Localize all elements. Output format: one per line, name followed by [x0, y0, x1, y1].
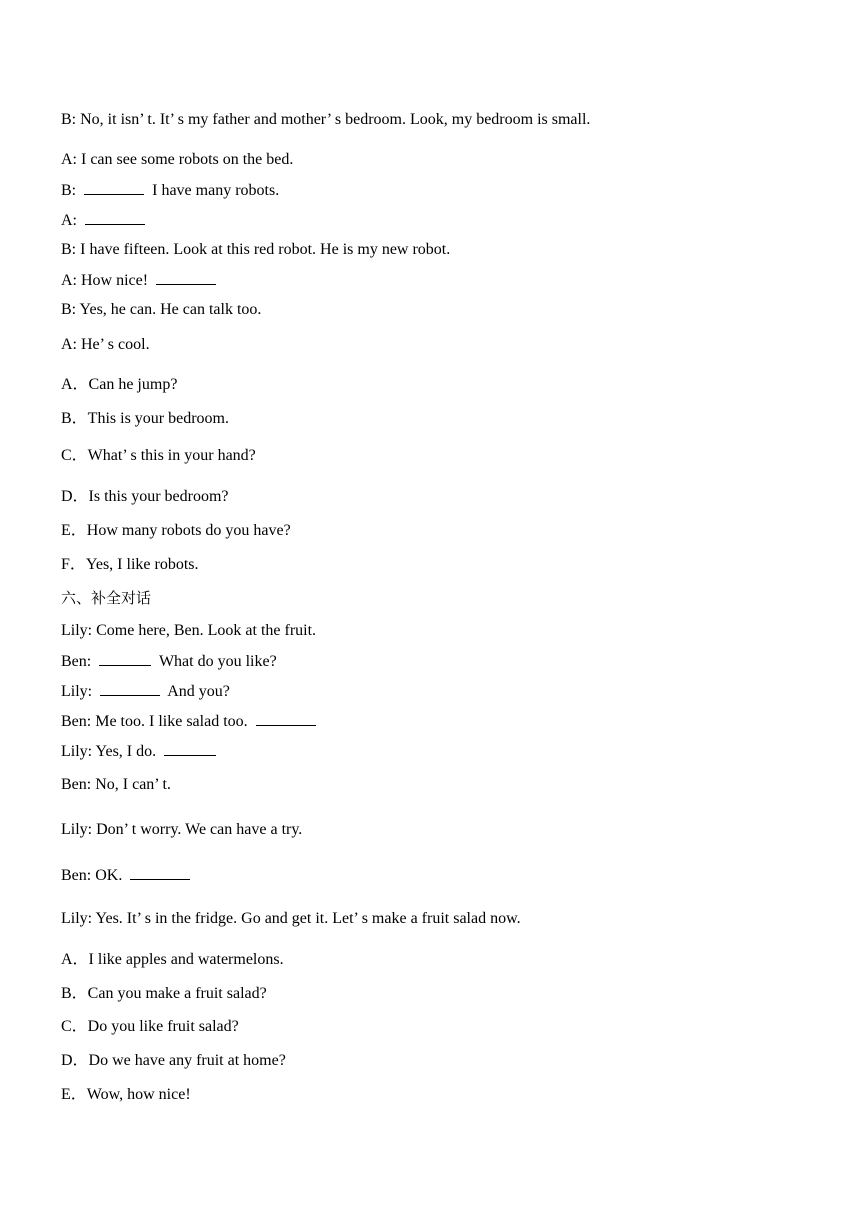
- dialogue-line: [61, 711, 316, 732]
- answer-blank[interactable]: [130, 865, 190, 880]
- dialogue-line: [61, 681, 230, 702]
- answer-blank[interactable]: [85, 210, 145, 225]
- dialogue-text: And you?: [167, 683, 230, 700]
- section-title: 六、补全对话: [61, 589, 152, 607]
- answer-blank[interactable]: [84, 180, 144, 195]
- dialogue-line: [61, 741, 216, 762]
- dialogue-text: Ben: OK.: [61, 867, 123, 884]
- dialogue-line: Lily: Yes. It’ s in the fridge. Go and get it. Let’ s make a fruit salad now.: [61, 910, 521, 927]
- speaker-text: A:: [61, 212, 77, 229]
- option-item: E．Wow, how nice!: [61, 1086, 191, 1103]
- dialogue-line: B: I have fifteen. Look at this red robot. He is my new robot.: [61, 241, 451, 258]
- dialogue-line: Lily: Don’ t worry. We can have a try.: [61, 821, 303, 838]
- option-item: D．Is this your bedroom?: [61, 488, 229, 505]
- dialogue-line: A: He’ s cool.: [61, 336, 150, 353]
- dialogue-line: [61, 651, 277, 672]
- dialogue-line: [61, 210, 145, 231]
- speaker-text: B:: [61, 182, 77, 199]
- dialogue-line: [61, 865, 190, 886]
- dialogue-text: A: How nice!: [61, 272, 149, 289]
- dialogue-line: B: Yes, he can. He can talk too.: [61, 301, 262, 318]
- answer-blank[interactable]: [100, 681, 160, 696]
- option-item: B．This is your bedroom.: [61, 410, 229, 427]
- dialogue-text: Ben: Me too. I like salad too.: [61, 713, 248, 730]
- option-item: B．Can you make a fruit salad?: [61, 985, 267, 1002]
- option-item: C．What’ s this in your hand?: [61, 447, 256, 464]
- answer-blank[interactable]: [156, 270, 216, 285]
- dialogue-text: I have many robots.: [152, 182, 280, 199]
- answer-blank[interactable]: [164, 741, 216, 756]
- speaker-text: Ben:: [61, 653, 92, 670]
- dialogue-text: What do you like?: [158, 653, 277, 670]
- speaker-text: Lily:: [61, 683, 93, 700]
- dialogue-line: A: I can see some robots on the bed.: [61, 151, 294, 168]
- option-item: C．Do you like fruit salad?: [61, 1018, 239, 1035]
- dialogue-line: Ben: No, I can’ t.: [61, 776, 171, 793]
- option-item: A．Can he jump?: [61, 376, 178, 393]
- option-item: F．Yes, I like robots.: [61, 556, 199, 573]
- option-item: A．I like apples and watermelons.: [61, 951, 284, 968]
- answer-blank[interactable]: [99, 651, 151, 666]
- dialogue-line: [61, 270, 216, 291]
- dialogue-line: B: No, it isn’ t. It’ s my father and mother’ s bedroom. Look, my bedroom is small.: [61, 111, 591, 128]
- dialogue-line: [61, 180, 279, 201]
- option-item: E．How many robots do you have?: [61, 522, 291, 539]
- answer-blank[interactable]: [256, 711, 316, 726]
- dialogue-text: Lily: Yes, I do.: [61, 743, 157, 760]
- dialogue-line: Lily: Come here, Ben. Look at the fruit.: [61, 622, 317, 639]
- option-item: D．Do we have any fruit at home?: [61, 1052, 286, 1069]
